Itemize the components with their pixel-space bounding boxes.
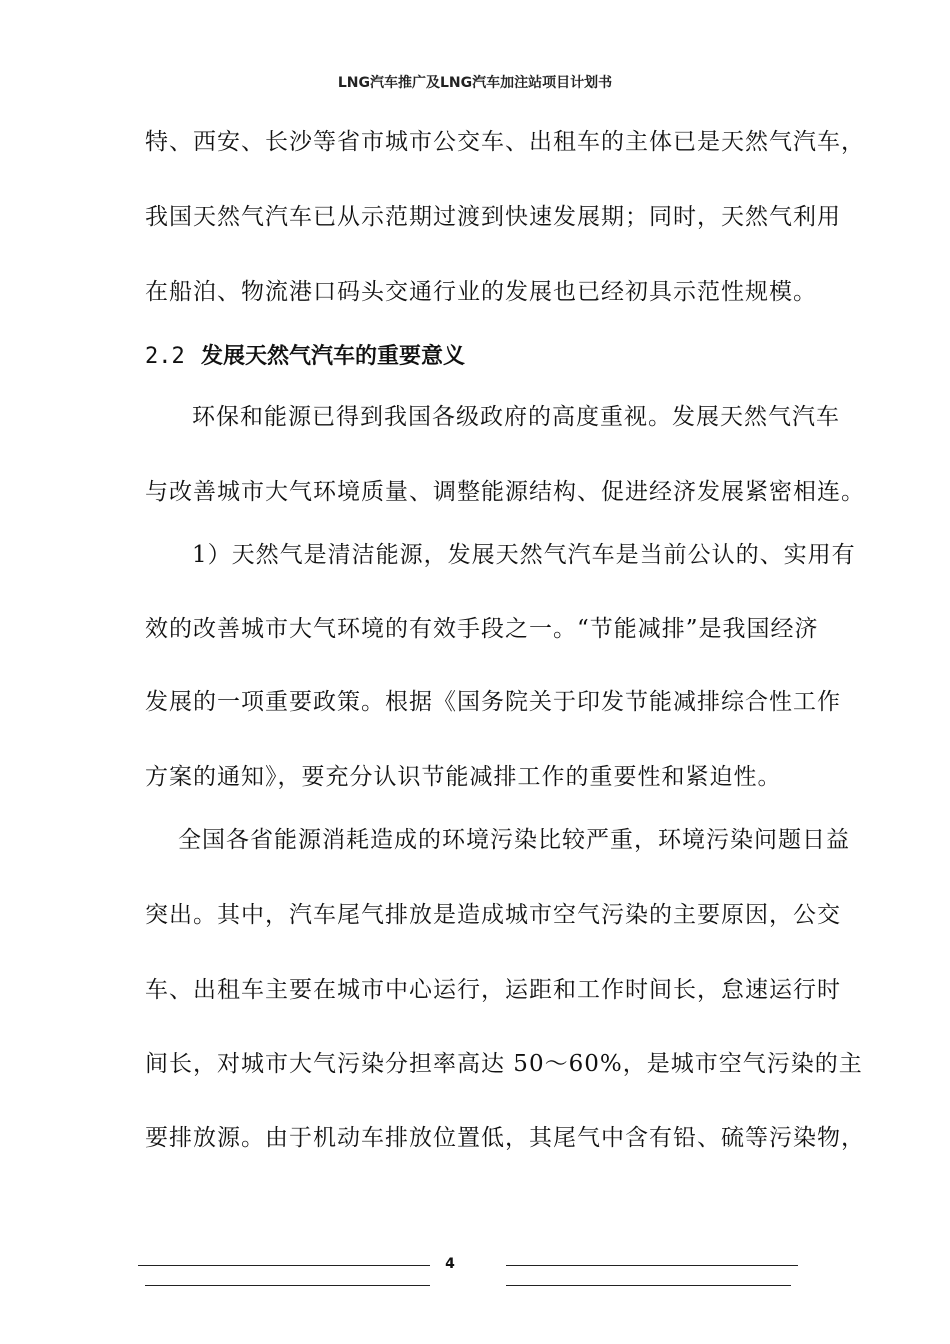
body-line: 方案的通知》，要充分认识节能减排工作的重要性和紧迫性。 [145, 764, 782, 790]
body-line: 效的改善城市大气环境的有效手段之一。“节能减排”是我国经济 [145, 616, 819, 642]
page-number: 4 [445, 1256, 455, 1272]
body-line: 在船泊、物流港口码头交通行业的发展也已经初具示范性规模。 [145, 279, 817, 305]
footer-rule-right-top [506, 1265, 798, 1266]
body-line: 全国各省能源消耗造成的环境污染比较严重，环境污染问题日益 [178, 827, 850, 853]
section-number: 2.2 [145, 344, 185, 369]
body-line: 发展的一项重要政策。根据《国务院关于印发节能减排综合性工作 [145, 689, 841, 715]
body-line: 1）天然气是清洁能源，发展天然气汽车是当前公认的、实用有 [192, 542, 856, 568]
page-header-title: LNG汽车推广及LNG汽车加注站项目计划书 [337, 75, 613, 91]
section-heading [145, 342, 465, 372]
body-line: 突出。其中，汽车尾气排放是造成城市空气污染的主要原因，公交 [145, 902, 841, 928]
section-title: 发展天然气汽车的重要意义 [201, 344, 466, 369]
body-line: 间长，对城市大气污染分担率高达 50～60%，是城市空气污染的主 [145, 1051, 863, 1077]
footer-rule-right-bottom [506, 1285, 791, 1286]
body-line: 与改善城市大气环境质量、调整能源结构、促进经济发展紧密相连。 [145, 479, 865, 505]
footer-rule-left-top [138, 1265, 430, 1266]
body-line: 要排放源。由于机动车排放位置低，其尾气中含有铅、硫等污染物， [145, 1125, 865, 1151]
body-line: 特、西安、长沙等省市城市公交车、出租车的主体已是天然气汽车， [145, 129, 865, 155]
body-line: 我国天然气汽车已从示范期过渡到快速发展期；同时，天然气利用 [145, 204, 841, 230]
body-line: 车、出租车主要在城市中心运行，运距和工作时间长，怠速运行时 [145, 977, 841, 1003]
footer-rule-left-bottom [145, 1285, 430, 1286]
body-line: 环保和能源已得到我国各级政府的高度重视。发展天然气汽车 [192, 404, 840, 430]
